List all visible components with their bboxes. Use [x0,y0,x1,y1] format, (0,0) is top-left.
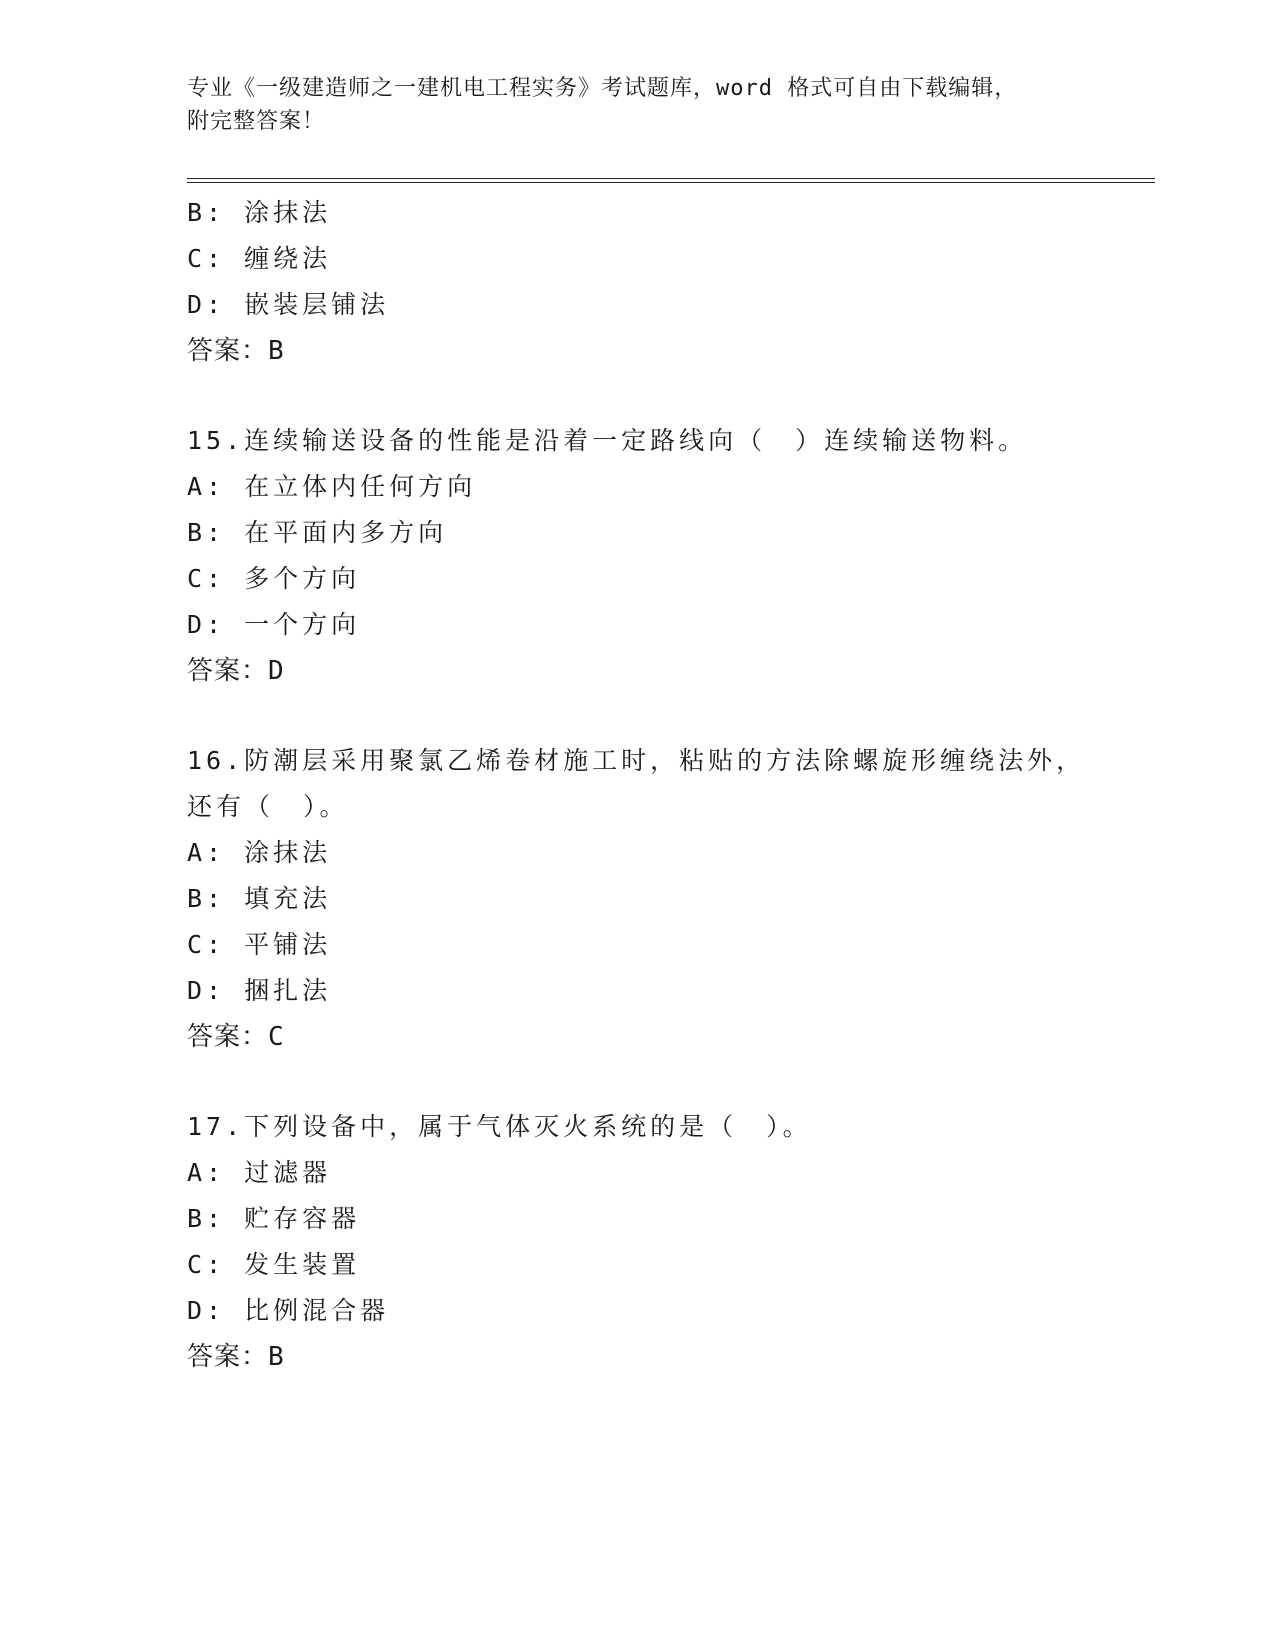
question-block-16 [187,738,1155,1060]
option-a: A: 涂抹法 [187,838,332,867]
answer-line: 答案：C [187,1022,285,1052]
option-d: D: 比例混合器 [187,1296,390,1325]
question-stem-line-1: 16.防潮层采用聚氯乙烯卷材施工时，粘贴的方法除螺旋形缠绕法外， [187,746,1086,775]
option-c: C: 多个方向 [187,564,361,593]
option-c: C: 平铺法 [187,930,332,959]
answer-line: 答案：B [187,1342,285,1372]
option-d: D: 嵌装层铺法 [187,290,390,319]
question-list [187,190,1155,1380]
document-header [187,72,1087,138]
question-stem: 17.下列设备中，属于气体灭火系统的是（ ）。 [187,1112,812,1141]
question-block-15 [187,418,1155,694]
option-d: D: 一个方向 [187,610,361,639]
option-c: C: 发生装置 [187,1250,361,1279]
question-stem-line-2: 还有（ ）。 [187,792,349,821]
answer-line: 答案：B [187,336,285,366]
header-line-2: 附完整答案！ [187,109,326,134]
option-b: B: 在平面内多方向 [187,518,448,547]
option-d: D: 捆扎法 [187,976,332,1005]
question-stem: 15.连续输送设备的性能是沿着一定路线向（ ）连续输送物料。 [187,426,1028,455]
question-block-17 [187,1104,1155,1380]
option-b: B: 贮存容器 [187,1204,361,1233]
option-b: B: 涂抹法 [187,198,332,227]
header-line-1: 专业《一级建造师之一建机电工程实务》考试题库，word 格式可自由下载编辑， [187,76,1018,101]
option-c: C: 缠绕法 [187,244,332,273]
header-divider-top [187,178,1155,179]
answer-line: 答案：D [187,656,285,686]
header-divider-bottom [187,182,1155,183]
option-b: B: 填充法 [187,884,332,913]
option-a: A: 过滤器 [187,1158,332,1187]
question-block-continued [187,190,1155,374]
option-a: A: 在立体内任何方向 [187,472,477,501]
